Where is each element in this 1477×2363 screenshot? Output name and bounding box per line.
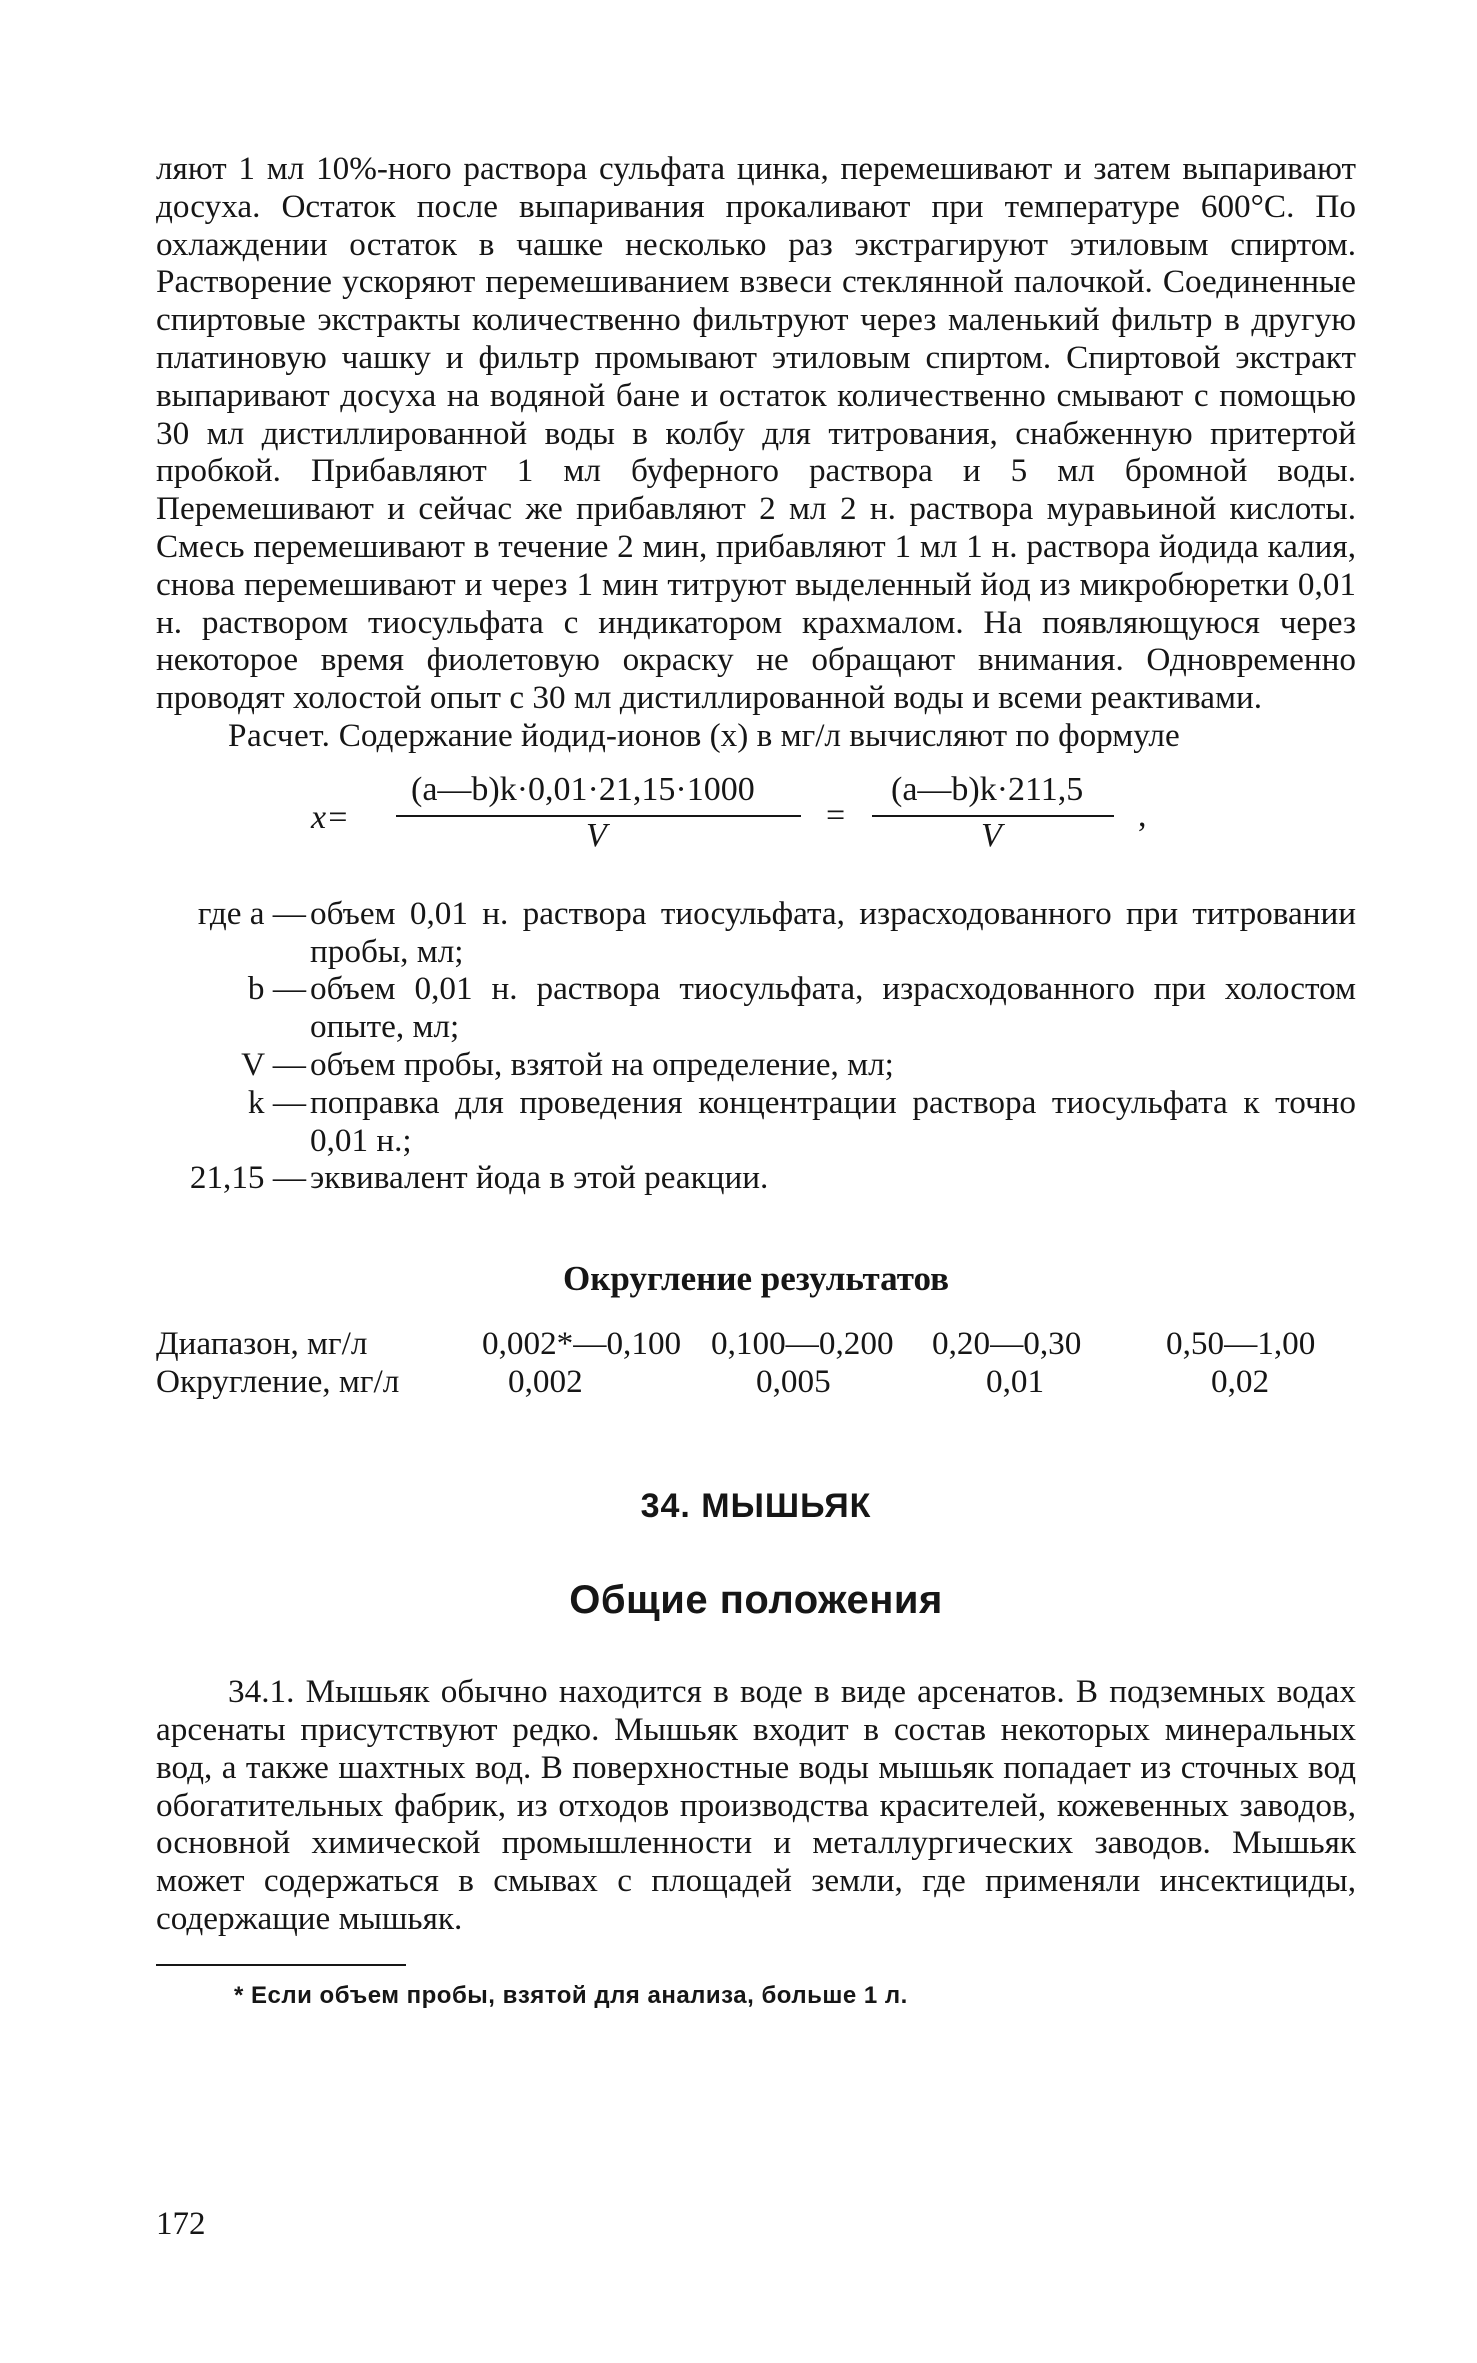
formula-comma: , <box>1138 796 1147 834</box>
section-subtitle: Общие положения <box>569 1578 943 1623</box>
definition-label: k — <box>247 1083 306 1121</box>
definition-row <box>156 1046 1356 1084</box>
rounding-heading: Округление результатов <box>562 1259 950 1299</box>
footnote-rule <box>156 1964 406 1966</box>
formula-denominator-1: V <box>586 816 607 854</box>
definition-text: объем 0,01 н. раствора тиосульфата, израсходованного при титровании пробы, мл; <box>310 894 1356 970</box>
formula-equals: = <box>826 796 846 834</box>
definition-row <box>156 970 1356 1046</box>
calculation-paragraph <box>156 717 1356 755</box>
procedure-paragraph: ляют 1 мл 10%-ного раствора сульфата цинка, перемешивают и затем выпаривают досуха. Остаток после выпаривания прокаливают при температуре 600°С. По охлаждении остаток в чашке несколько раз экстрагируют этиловым спиртом. Растворение ускоряют перемешиванием взвеси стеклянной палочкой. Соединенные спиртовые экстракты количественно фильтруют через маленький фильтр в другую платиновую чашку и фильтр промывают этиловым спиртом. Спиртовой экстракт выпаривают досуха на водяной бане и остаток количественно смывают с помощью 30 мл дистиллированной воды в колбу для титрования, снабженную притертой пробкой. Прибавляют 1 мл буферного раствора и 5 мл бромной воды. Перемешивают и сейчас же прибавляют 2 мл 2 н. раствора муравьиной кислоты. Смесь перемешивают в течение 2 мин, прибавляют 1 мл 1 н. раствора йодида калия, снова перемешивают и через 1 мин титруют выделенный йод из микробюретки 0,01 н. раствором тиосульфата с индикатором крахмалом. На появляющуюся через некоторое время фиолетовую окраску не обращают внимания. Одновременно проводят холостой опыт с 30 мл дистиллированной воды и всеми реактивами. <box>156 150 1356 717</box>
definition-label: b — <box>247 970 306 1008</box>
range-cell: 0,50—1,00 <box>1166 1325 1316 1363</box>
formula-denominator-2: V <box>981 816 1002 854</box>
rounding-table <box>156 1325 1356 1405</box>
formula-lhs: x= <box>311 798 350 836</box>
range-cell: 0,002*—0,100 <box>482 1325 682 1363</box>
definition-row <box>156 1159 1356 1197</box>
definition-label: где a — <box>197 894 306 932</box>
rounding-cell: 0,02 <box>1211 1363 1270 1401</box>
page-number: 172 <box>156 2206 206 2242</box>
definition-row <box>156 1084 1356 1160</box>
formula-numerator-1: (a—b)k·0,01·21,15·1000 <box>411 770 755 808</box>
range-cell: 0,20—0,30 <box>932 1325 1082 1363</box>
page-content <box>156 150 1356 2010</box>
variable-definitions <box>156 895 1356 1197</box>
definition-text: объем пробы, взятой на определение, мл; <box>310 1045 894 1083</box>
section-title: 34. МЫШЬЯК <box>640 1487 872 1526</box>
definition-row <box>156 895 1356 971</box>
footnote: * Если объем пробы, взятой для анализа, больше 1 л. <box>234 1981 908 2009</box>
calculation-text: Содержание йодид-ионов (x) в мг/л вычисляют по формуле <box>330 716 1180 754</box>
rounding-cell: 0,01 <box>986 1363 1045 1401</box>
rounding-cell: 0,005 <box>756 1363 831 1401</box>
rounding-cell: 0,002 <box>508 1363 583 1401</box>
calculation-label: Расчет. <box>228 716 331 754</box>
rounding-row-label: Округление, мг/л <box>156 1363 400 1401</box>
definition-text: объем 0,01 н. раствора тиосульфата, израсходованного при холостом опыте, мл; <box>310 970 1356 1046</box>
definition-label: V — <box>241 1045 306 1083</box>
range-row-label: Диапазон, мг/л <box>156 1325 368 1363</box>
formula <box>156 769 1356 873</box>
definition-label: 21,15 — <box>189 1159 306 1197</box>
definition-text: поправка для проведения концентрации раствора тиосульфата к точно 0,01 н.; <box>310 1083 1356 1159</box>
section-paragraph: 34.1. Мышьяк обычно находится в воде в виде арсенатов. В подземных водах арсенаты присутствуют редко. Мышьяк входит в состав некоторых минеральных вод, а также шахтных вод. В поверхностные воды мышьяк попадает из сточных вод обогатительных фабрик, из отходов производства красителей, кожевенных заводов, основной химической промышленности и металлургических заводов. Мышьяк может содержаться в смывах с площадей земли, где применяли инсектициды, содержащие мышьяк. <box>156 1673 1356 1937</box>
range-cell: 0,100—0,200 <box>711 1325 894 1363</box>
definition-text: эквивалент йода в этой реакции. <box>310 1159 769 1197</box>
formula-numerator-2: (a—b)k·211,5 <box>891 770 1084 808</box>
